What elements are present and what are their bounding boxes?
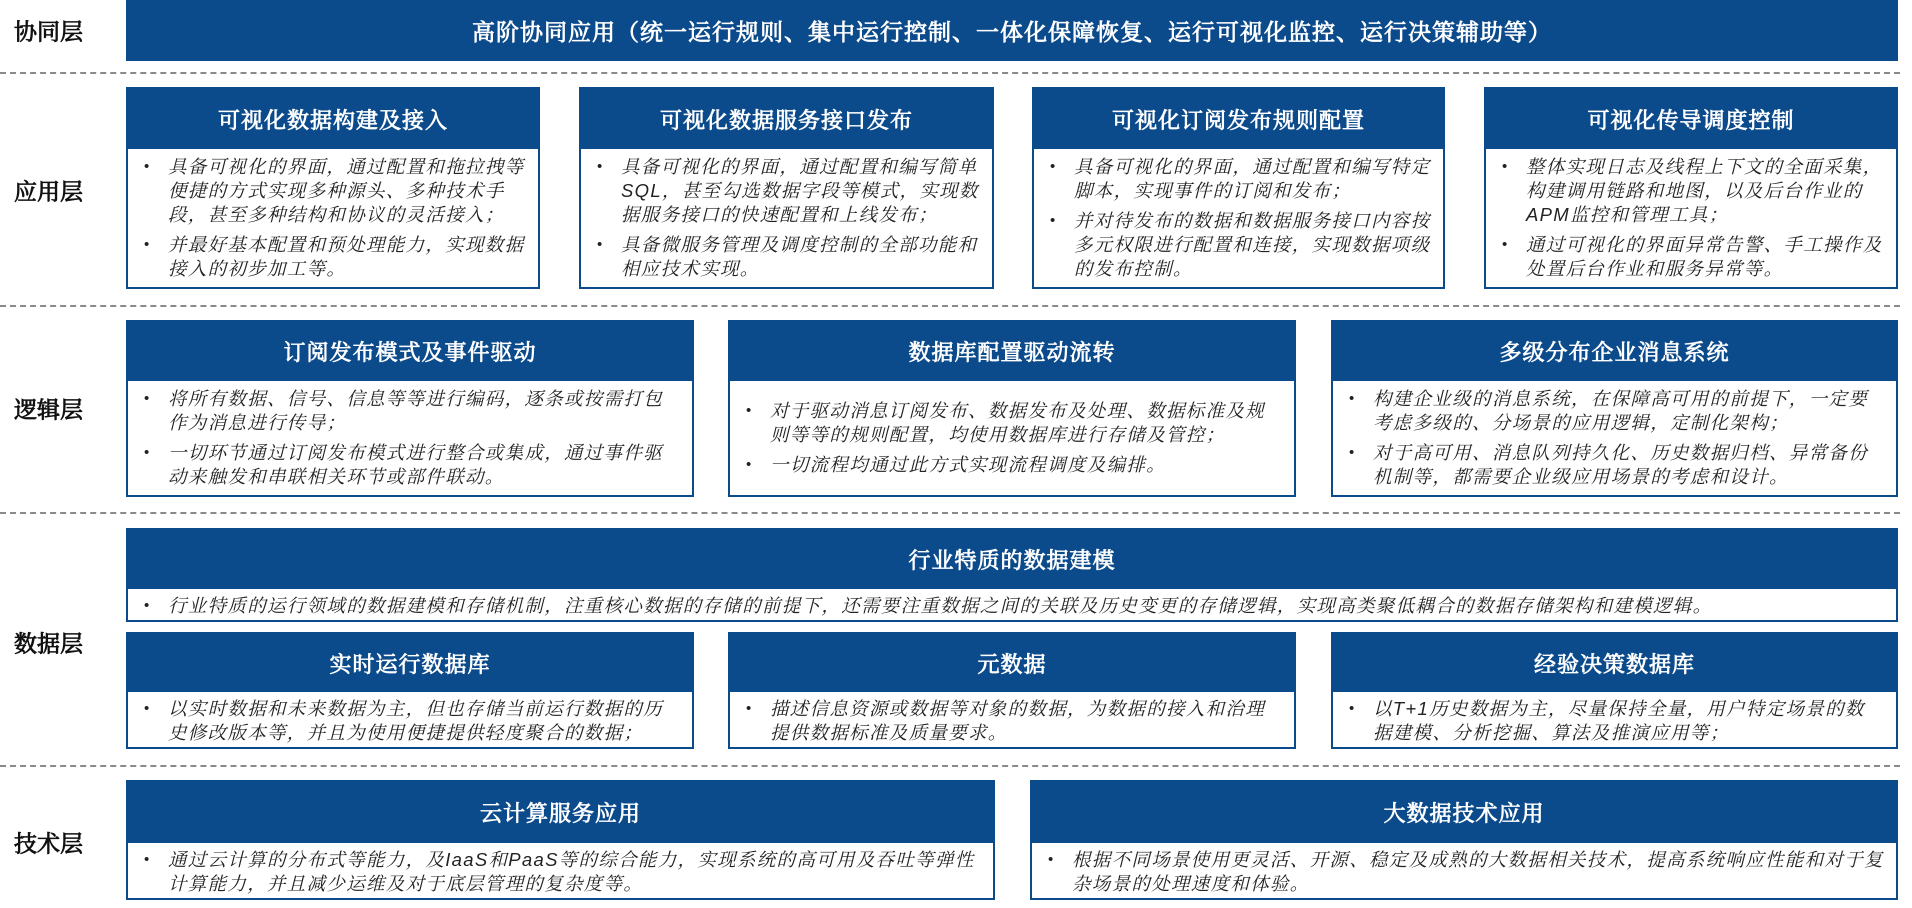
bullet-item: • 对于高可用、消息队列持久化、历史数据归档、异常备份机制等，都需要企业级应用场景的考虑和设计。 — [1373, 441, 1884, 489]
bullet-item: • 具备微服务管理及调度控制的全部功能和相应技术实现。 — [621, 233, 980, 281]
module-card-title: 经验决策数据库 — [1333, 634, 1896, 692]
bullet-item: • 一切环节通过订阅发布模式进行整合或集成，通过事件驱动来触发和串联相关环节或部件联动。 — [168, 441, 680, 489]
module-card-body — [1032, 843, 1896, 901]
collaboration-banner: 高阶协同应用（统一运行规则、集中运行控制、一体化保障恢复、运行可视化监控、运行决策辅助等） — [126, 0, 1898, 61]
module-card-title: 可视化数据构建及接入 — [128, 89, 538, 149]
module-card — [126, 528, 1898, 622]
module-card — [126, 320, 694, 497]
module-card-body — [730, 692, 1294, 750]
bullet-item: • 描述信息资源或数据等对象的数据，为数据的接入和治理提供数据标准及质量要求。 — [770, 697, 1282, 745]
module-card-title: 云计算服务应用 — [128, 782, 993, 843]
module-card — [1331, 320, 1898, 497]
module-card-body — [128, 692, 692, 750]
module-card-body — [128, 843, 993, 901]
module-card — [728, 320, 1296, 497]
module-card-title: 大数据技术应用 — [1032, 782, 1896, 843]
bullet-item: • 以T+1历史数据为主，尽量保持全量，用户特定场景的数据建模、分析挖掘、算法及推演应用等； — [1373, 697, 1884, 745]
bullet-item: • 具备可视化的界面，通过配置和编写特定脚本，实现事件的订阅和发布； — [1074, 155, 1431, 203]
module-card — [1032, 87, 1445, 289]
module-card-title: 可视化数据服务接口发布 — [581, 89, 992, 149]
module-card-title: 订阅发布模式及事件驱动 — [128, 322, 692, 381]
module-card-body — [1333, 692, 1896, 750]
module-card-title: 元数据 — [730, 634, 1294, 692]
layer-label-technology: 技术层 — [14, 830, 83, 857]
module-card — [126, 632, 694, 749]
bullet-item: • 根据不同场景使用更灵活、开源、稳定及成熟的大数据相关技术，提高系统响应性能和对于复杂场景的处理速度和体验。 — [1072, 848, 1884, 896]
module-card-body — [581, 149, 992, 287]
module-card — [126, 87, 540, 289]
layer-label-data: 数据层 — [14, 630, 83, 657]
module-card — [126, 780, 995, 900]
module-card-body — [1333, 381, 1896, 495]
module-card-body — [730, 381, 1294, 495]
bullet-item: • 以实时数据和未来数据为主，但也存储当前运行数据的历史修改版本等，并且为使用便捷提供轻度聚合的数据； — [168, 697, 680, 745]
module-card — [579, 87, 994, 289]
module-card-title: 多级分布企业消息系统 — [1333, 322, 1896, 381]
bullet-item: • 通过云计算的分布式等能力，及IaaS和PaaS等的综合能力，实现系统的高可用及吞吐等弹性计算能力，并且减少运维及对于底层管理的复杂度等。 — [168, 848, 981, 896]
bullet-item: • 并对待发布的数据和数据服务接口内容按多元权限进行配置和连接，实现数据项级的发布控制。 — [1074, 209, 1431, 281]
module-card-title: 行业特质的数据建模 — [128, 530, 1896, 589]
module-card-title: 实时运行数据库 — [128, 634, 692, 692]
bullet-item: • 整体实现日志及线程上下文的全面采集，构建调用链路和地图，以及后台作业的APM监控和管理工具； — [1526, 155, 1884, 227]
module-card — [1331, 632, 1898, 749]
module-card-body — [128, 381, 692, 495]
module-card-body — [1486, 149, 1896, 287]
module-card-title: 可视化订阅发布规则配置 — [1034, 89, 1443, 149]
layer-label-application: 应用层 — [14, 178, 83, 205]
layer-divider — [0, 305, 1900, 307]
bullet-item: • 并最好基本配置和预处理能力，实现数据接入的初步加工等。 — [168, 233, 526, 281]
module-card-body — [128, 149, 538, 287]
bullet-item: • 对于驱动消息订阅发布、数据发布及处理、数据标准及规则等等的规则配置，均使用数据库进行存储及管控； — [770, 399, 1282, 447]
bullet-item: • 通过可视化的界面异常告警、手工操作及处置后台作业和服务异常等。 — [1526, 233, 1884, 281]
module-card-body — [1034, 149, 1443, 287]
layer-divider — [0, 765, 1900, 767]
bullet-item: • 具备可视化的界面，通过配置和编写简单SQL，甚至勾选数据字段等模式，实现数据服务接口的快速配置和上线发布； — [621, 155, 980, 227]
module-card — [1030, 780, 1898, 900]
bullet-item: • 构建企业级的消息系统，在保障高可用的前提下，一定要考虑多级的、分场景的应用逻辑，定制化架构； — [1373, 387, 1884, 435]
bullet-item: • 行业特质的运行领域的数据建模和存储机制，注重核心数据的存储的前提下，还需要注重数据之间的关联及历史变更的存储逻辑，实现高类聚低耦合的数据存储架构和建模逻辑。 — [168, 594, 1884, 618]
layer-label-collaboration: 协同层 — [14, 18, 83, 45]
layer-divider — [0, 72, 1900, 74]
bullet-item: • 将所有数据、信号、信息等等进行编码，逐条或按需打包作为消息进行传导； — [168, 387, 680, 435]
layer-label-logic: 逻辑层 — [14, 396, 83, 423]
module-card-title: 可视化传导调度控制 — [1486, 89, 1896, 149]
layer-divider — [0, 512, 1900, 514]
module-card-title: 数据库配置驱动流转 — [730, 322, 1294, 381]
bullet-item: • 具备可视化的界面，通过配置和拖拉拽等便捷的方式实现多种源头、多种技术手段，甚至多种结构和协议的灵活接入； — [168, 155, 526, 227]
module-card-body — [128, 589, 1896, 623]
module-card — [728, 632, 1296, 749]
bullet-item: • 一切流程均通过此方式实现流程调度及编排。 — [770, 453, 1282, 477]
module-card — [1484, 87, 1898, 289]
